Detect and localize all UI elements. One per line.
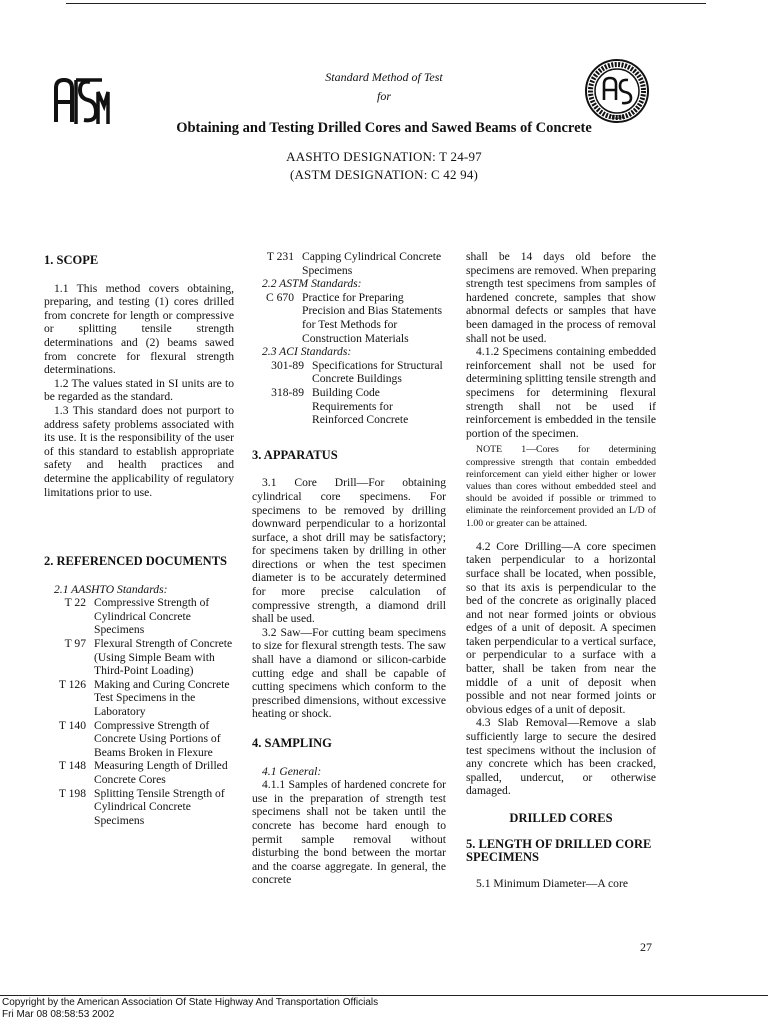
timestamp-line: Fri Mar 08 08:58:53 2002 xyxy=(2,1009,115,1020)
ref-title: Specifications for Structural Concrete Buildings xyxy=(312,358,443,386)
section-5-heading: 5. LENGTH OF DRILLED CORE SPECIMENS xyxy=(466,836,652,865)
para-4-1-1: 4.1.1 Samples of hardened concrete for use in the preparation of strength test specimens shall not be taken until the concrete has become hard enough to permit sample removal without disturbing the bond between the mortar and the coarse aggregate. In general, the concrete xyxy=(252,778,446,887)
ref-item xyxy=(44,678,234,719)
standard-method-line: Standard Method of Test xyxy=(325,70,443,84)
note-1: NOTE 1—Cores for determining compressive strength that contain embedded reinforcement can yield either higher or lower values than cores without embedded steel and should be avoided if possible or trimmed to eliminate the reinforcement provided an L/D of 1.00 or greater can be attained. xyxy=(466,444,656,529)
ref-code: T 97 xyxy=(64,637,86,651)
ref-code: 301-89 xyxy=(271,358,304,372)
copyright-footer xyxy=(2,997,378,1021)
para-4-1-2: 4.1.2 Specimens containing embedded reinforcement shall not be used for determining splitting tensile strength and specimens for determining flexural strength shall not be used if reinforcement is embedded in the tensile portion of the specimen. xyxy=(466,345,656,440)
ref-item xyxy=(44,596,234,637)
para-3-2: 3.2 Saw—For cutting beam specimens to size for flexural strength tests. The saw shall have a diamond or silicon-carbide cutting edge and shall be capable of cutting specimens which conform to the prescribed dimensions, without excessive heating or shock. xyxy=(252,625,446,721)
ref-code: 318-89 xyxy=(271,385,304,399)
copyright-line: Copyright by the American Association Of State Highway And Transportation Officials xyxy=(2,997,379,1008)
ref-title: Building Code Requirements for Reinforced Concrete xyxy=(312,385,409,427)
ref-title: Practice for Preparing Precision and Bias Statements for Test Methods for Construction Materials xyxy=(302,290,443,345)
ref-item xyxy=(44,637,234,678)
para-4-1: 4.1 General: xyxy=(262,764,322,778)
aci-standards-label: 2.3 ACI Standards: xyxy=(262,345,352,359)
page-number: 27 xyxy=(640,940,652,954)
ref-code: T 148 xyxy=(58,759,86,773)
para-4-3: 4.3 Slab Removal—Remove a slab sufficiently large to secure the desired test specimens without the inclusion of any concrete which has been cracked, spalled, undercut, or otherwise damaged. xyxy=(466,716,656,798)
ref-title: Compressive Strength of Cylindrical Concrete Specimens xyxy=(94,596,210,637)
para-4-2: 4.2 Core Drilling—A core specimen taken perpendicular to a horizontal surface shall be located, when possible, so that its axis is perpendicular to the bed of the concrete as originally placed and not near formed joints or obvious edges of a unit of deposit. A specimen taken perpendicular to a vertical surface, or perpendicular to a surface with a batter, shall be taken from near the middle of a unit of deposit when possible and not near formed joints or obvious edges of a unit of deposit. xyxy=(466,539,656,716)
sampling-heading: 4. SAMPLING xyxy=(252,736,332,750)
para-continued: shall be 14 days old before the specimens are removed. When preparing strength test specimens from samples of hardened concrete, samples that show abnormal defects or samples that have been damaged in the process of removal shall not be used. xyxy=(466,250,656,345)
footer-rule xyxy=(0,995,768,996)
ref-code: T 126 xyxy=(58,677,86,691)
ref-code: C 670 xyxy=(265,290,294,304)
svg-text:1914: 1914 xyxy=(610,115,624,121)
para-5-1: 5.1 Minimum Diameter—A core xyxy=(476,876,628,890)
drilled-cores-heading: DRILLED CORES xyxy=(509,811,613,826)
ref-title: Splitting Tensile Strength of Cylindrical Concrete Specimens xyxy=(94,786,225,827)
for-line: for xyxy=(376,89,391,103)
ref-title: Measuring Length of Drilled Concrete Cores xyxy=(94,759,228,786)
ref-item xyxy=(252,359,446,386)
astm-designation: (ASTM DESIGNATION: C 42 94) xyxy=(289,167,479,182)
column-2 xyxy=(252,250,446,887)
aashto-designation: AASHTO DESIGNATION: T 24-97 xyxy=(286,149,482,164)
column-1 xyxy=(44,250,234,827)
ref-title: Flexural Strength of Concrete (Using Simple Beam with Third-Point Loading) xyxy=(94,637,233,678)
ref-item xyxy=(252,386,446,427)
para-1-3: 1.3 This standard does not purport to address safety problems associated with its use. It is the responsibility of the user of this standard to establish appropriate safety and health practices and determine the applicability of regulatory limitations prior to use. xyxy=(44,403,234,499)
referenced-documents-heading: 2. REFERENCED DOCUMENTS xyxy=(44,554,228,569)
ref-title: Compressive Strength of Concrete Using Portions of Beams Broken in Flexure xyxy=(94,718,221,759)
column-3 xyxy=(466,250,656,890)
ref-item xyxy=(252,250,446,277)
ref-item xyxy=(44,719,234,760)
ref-item xyxy=(252,291,446,345)
ref-title: Making and Curing Concrete Test Specimens in the Laboratory xyxy=(94,677,230,719)
para-1-1: 1.1 This method covers obtaining, preparing, and testing (1) cores drilled from concrete for length or compressive or splitting tensile strength determinations and (2) beams sawed from concrete for flexural strength determinations. xyxy=(44,281,234,377)
document-title: Obtaining and Testing Drilled Cores and Sawed Beams of Concrete xyxy=(176,120,592,136)
ref-item xyxy=(44,759,234,786)
ref-item xyxy=(44,787,234,828)
aashto-standards-label: 2.1 AASHTO Standards: xyxy=(54,582,168,596)
ref-code: T 22 xyxy=(64,596,86,610)
scope-heading: 1. SCOPE xyxy=(44,253,99,267)
apparatus-heading: 3. APPARATUS xyxy=(252,447,338,462)
para-3-1: 3.1 Core Drill—For obtaining cylindrical core specimens. For specimens to be removed by drilling downward perpendicular to a horizontal surface, a shot drill may be satisfactory; for specimens taken by drilling in other directions or when the test specimen diameter is to be accurately determined for more precise calculation of compressive strength, a diamond drill shall be used. xyxy=(252,476,446,626)
ref-code: T 231 xyxy=(266,250,294,263)
para-1-2: 1.2 The values stated in SI units are to be regarded as the standard. xyxy=(44,376,234,404)
ref-code: T 198 xyxy=(58,786,86,800)
ref-title: Capping Cylindrical Concrete Specimens xyxy=(302,250,442,277)
ref-code: T 140 xyxy=(58,718,86,732)
top-rule xyxy=(66,3,706,4)
astm-standards-label: 2.2 ASTM Standards: xyxy=(262,277,362,291)
